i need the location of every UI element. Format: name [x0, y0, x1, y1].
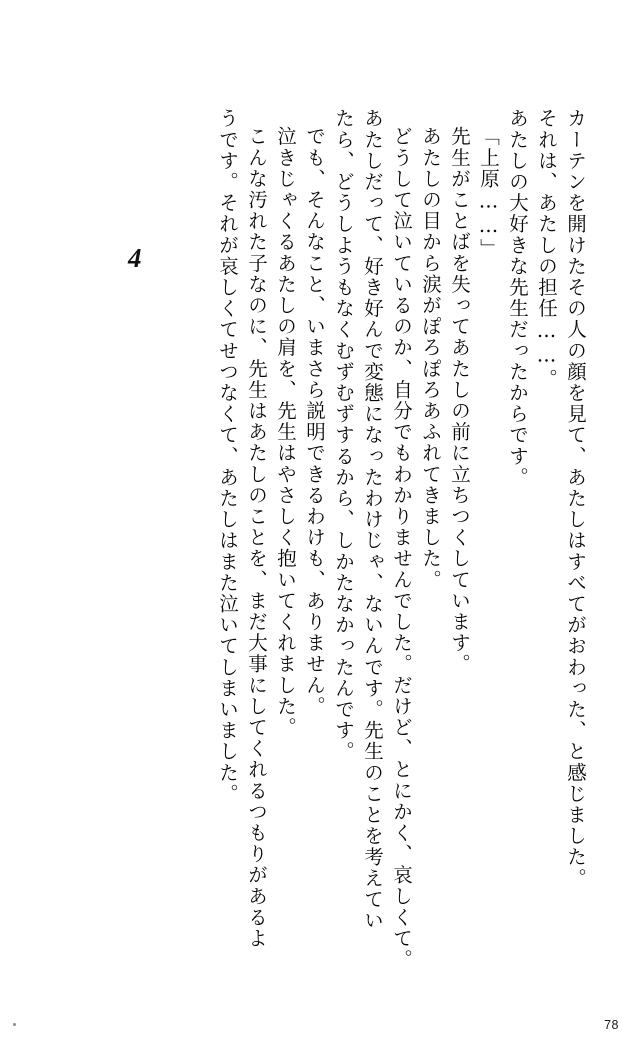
text-line: でも、そんなこと、いまさら説明できるわけも、ありません。 [303, 126, 326, 717]
text-line: それは、あたしの担任……。 [535, 108, 558, 390]
text-line: 先生がことばを失ってあたしの前に立ちつくしています。 [448, 126, 471, 675]
vertical-text-body [170, 108, 587, 970]
text-line: 泣きじゃくるあたしの肩を、先生はやさしく抱いてくれました。 [274, 126, 297, 738]
text-line: あたしだって、好き好んで変態になったわけじゃ、ないんです。先生のことを考えてい [361, 108, 384, 931]
text-line: こんな汚れた子なのに、先生はあたしのことを、まだ大事にしてくれるつもりがあるよ [245, 126, 268, 949]
text-line: あたしの目から涙がぽろぽろあふれてきました。 [419, 126, 442, 591]
page-number: 78 [604, 1018, 619, 1032]
text-line: うです。それが哀しくてせつなくて、あたしはまた泣いてしまいました。 [216, 108, 239, 805]
text-line: どうして泣いているのか、自分でもわかりませんでした。だけど、とにかく、哀しくて。 [390, 126, 413, 970]
text-line: あたしの大好きな先生だったからです。 [506, 108, 529, 488]
text-line: カーテンを開けたその人の顔を見て、あたしはすべてがおわった、と感じました。 [564, 108, 587, 889]
print-speck-mark [13, 1023, 16, 1026]
chapter-number: 4 [128, 243, 142, 273]
text-line: たら、どうしようもなくむずむずするから、しかたなかったんです。 [332, 108, 355, 763]
text-line: 「上原……」 [477, 126, 500, 260]
